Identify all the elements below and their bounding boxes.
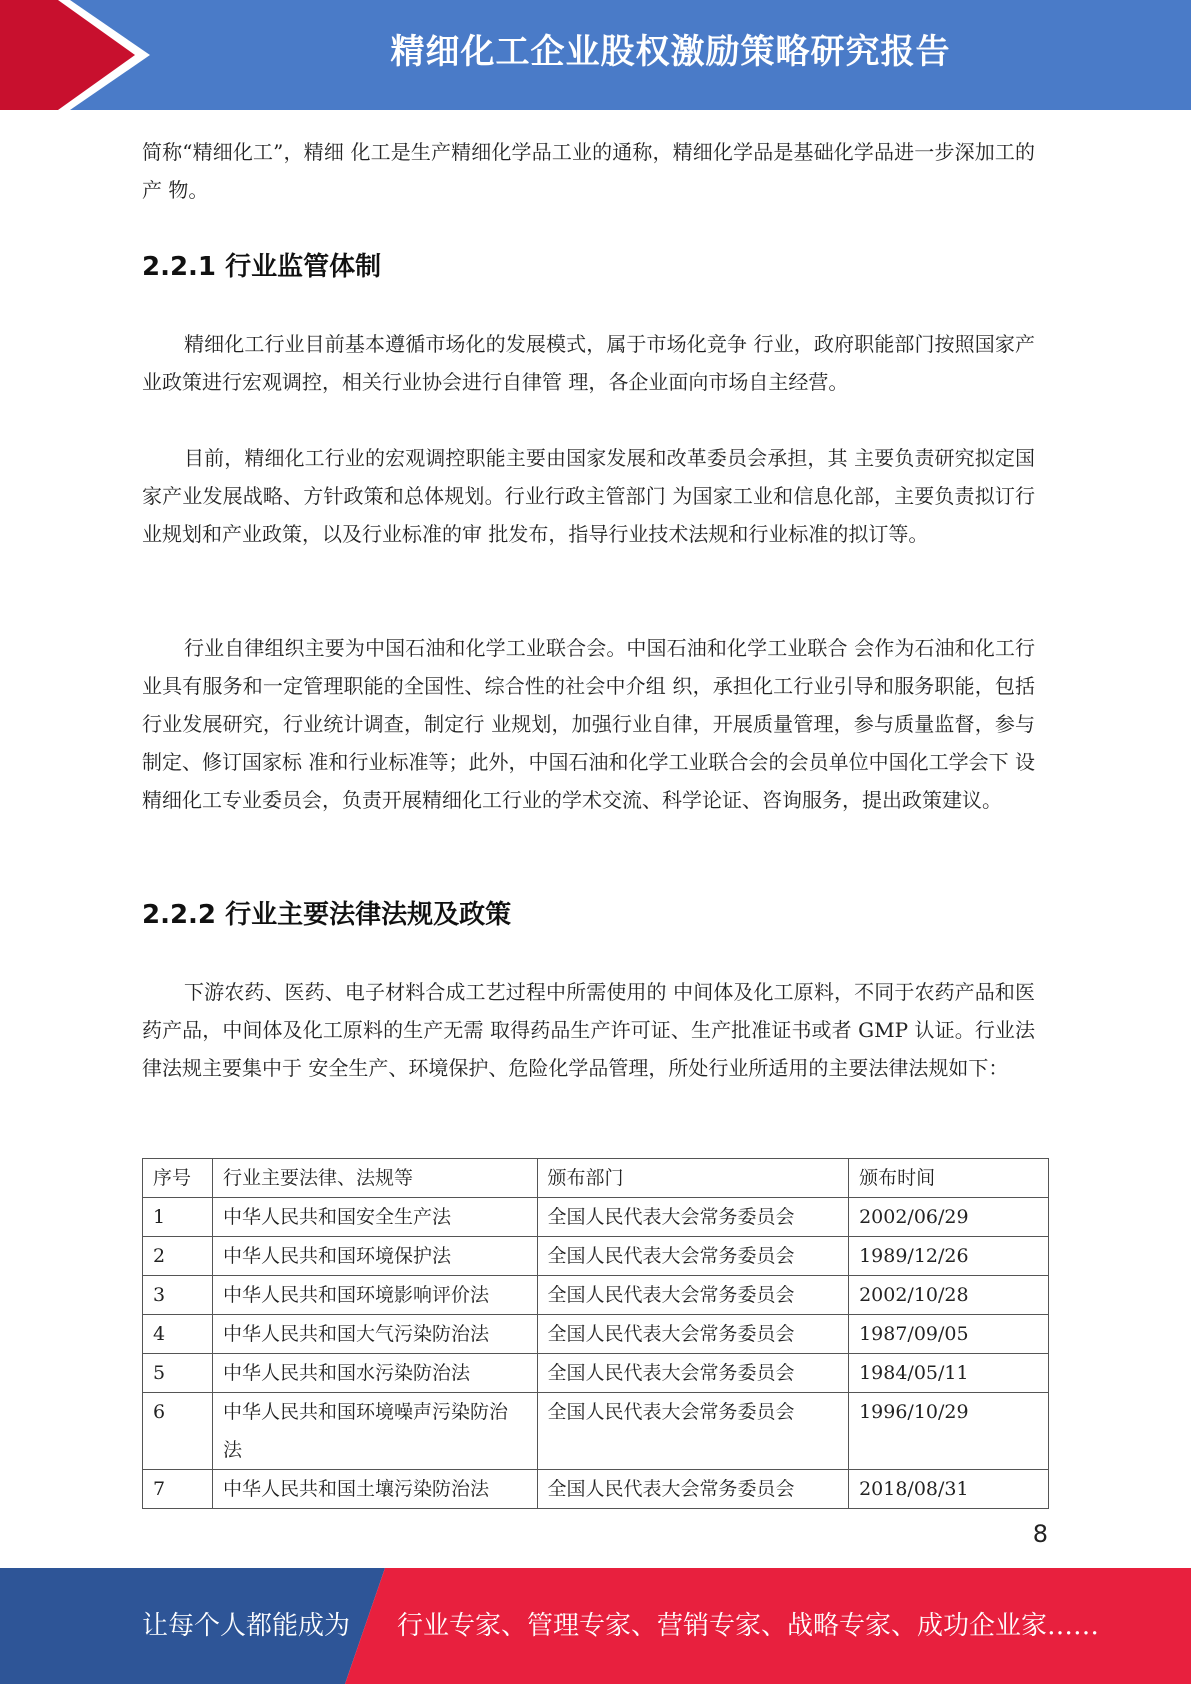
cell: 7	[143, 1470, 213, 1509]
footer-slogan-left: 让每个人都能成为	[142, 1611, 351, 1641]
cell: 全国人民代表大会常务委员会	[537, 1276, 849, 1315]
cell: 2002/06/29	[849, 1198, 1049, 1237]
table-row	[143, 1198, 1049, 1237]
cell: 1996/10/29	[849, 1393, 1049, 1470]
cell: 3	[143, 1276, 213, 1315]
cell: 中华人民共和国大气污染防治法	[212, 1315, 537, 1354]
table-row	[143, 1276, 1049, 1315]
cell: 2002/10/28	[849, 1276, 1049, 1315]
cell: 6	[143, 1393, 213, 1470]
cell: 全国人民代表大会常务委员会	[537, 1354, 849, 1393]
paragraph: 目前，精细化工行业的宏观调控职能主要由国家发展和改革委员会承担，其 主要负责研究拟定国家产业发展战略、方针政策和总体规划。行业行政主管部门 为国家工业和信息化部，主要负责拟订行业规划和产业政策，以及行业标准的审 批发布，指导行业技术法规和行业标准的拟订等。	[142, 446, 1035, 546]
header-cell: 颁布时间	[849, 1159, 1049, 1198]
cell: 2	[143, 1237, 213, 1276]
section-heading-2-2-2: 2.2.2 行业主要法律法规及政策	[142, 900, 512, 930]
section-2-2-2-paragraph-block	[142, 973, 1035, 1087]
cell: 全国人民代表大会常务委员会	[537, 1315, 849, 1354]
section-2-2-2	[142, 894, 1035, 931]
intro-paragraph: 简称“精细化工”，精细 化工是生产精细化学品工业的通称，精细化学品是基础化学品进一步深加工的产 物。	[142, 140, 1035, 202]
report-title: 精细化工企业股权激励策略研究报告	[390, 32, 951, 72]
cell: 5	[143, 1354, 213, 1393]
cell: 中华人民共和国环境噪声污染防治法	[212, 1393, 537, 1470]
laws-table	[142, 1158, 1049, 1509]
cell: 中华人民共和国安全生产法	[212, 1198, 537, 1237]
cell: 中华人民共和国环境影响评价法	[212, 1276, 537, 1315]
paragraph: 行业自律组织主要为中国石油和化学工业联合会。中国石油和化学工业联合 会作为石油和化工行业具有服务和一定管理职能的全国性、综合性的社会中介组 织，承担化工行业引导和服务职能，包括行业发展研究，行业统计调查，制定行 业规划，加强行业自律，开展质量管理，参与质量监督，参与制定、修订国家标 准和行业标准等；此外，中国石油和化学工业联合会的会员单位中国化工学会下 设精细化工专业委员会，负责开展精细化工行业的学术交流、科学论证、咨询服务，提出政策建议。	[142, 636, 1035, 812]
cell: 1	[143, 1198, 213, 1237]
cell: 全国人民代表大会常务委员会	[537, 1198, 849, 1237]
footer-slogan-right: 行业专家、管理专家、营销专家、战略专家、成功企业家……	[397, 1611, 1100, 1641]
section-2-2-1-paragraph-3-block	[142, 629, 1035, 819]
section-2-2-1	[142, 246, 1035, 283]
table-row	[143, 1237, 1049, 1276]
section-heading-2-2-1: 2.2.1 行业监管体制	[142, 252, 382, 282]
paragraph: 精细化工行业目前基本遵循市场化的发展模式，属于市场化竞争 行业，政府职能部门按照国家产业政策进行宏观调控，相关行业协会进行自律管 理，各企业面向市场自主经营。	[142, 332, 1035, 394]
cell: 中华人民共和国环境保护法	[212, 1237, 537, 1276]
cell: 全国人民代表大会常务委员会	[537, 1470, 849, 1509]
table-row	[143, 1470, 1049, 1509]
cell: 中华人民共和国土壤污染防治法	[212, 1470, 537, 1509]
table-row	[143, 1393, 1049, 1470]
cell: 2018/08/31	[849, 1470, 1049, 1509]
section-2-2-1-paragraph-2-block	[142, 439, 1035, 553]
table-row	[143, 1354, 1049, 1393]
cell: 1989/12/26	[849, 1237, 1049, 1276]
page-number: 8	[1032, 1520, 1048, 1548]
cell: 中华人民共和国水污染防治法	[212, 1354, 537, 1393]
header-cell: 颁布部门	[537, 1159, 849, 1198]
header-cell: 序号	[143, 1159, 213, 1198]
table-row	[143, 1315, 1049, 1354]
paragraph: 下游农药、医药、电子材料合成工艺过程中所需使用的 中间体及化工原料，不同于农药产品和医药产品，中间体及化工原料的生产无需 取得药品生产许可证、生产批准证书或者 GMP 认证。行业法律法规主要集中于 安全生产、环境保护、危险化学品管理，所处行业所适用的主要法律法规如下：	[142, 980, 1035, 1080]
cell: 全国人民代表大会常务委员会	[537, 1237, 849, 1276]
cell: 全国人民代表大会常务委员会	[537, 1393, 849, 1470]
cell: 4	[143, 1315, 213, 1354]
table-header-row	[143, 1159, 1049, 1198]
page-header	[0, 0, 1191, 110]
cell: 1984/05/11	[849, 1354, 1049, 1393]
page-footer	[0, 1568, 1191, 1684]
intro-block	[142, 133, 1035, 209]
header-cell: 行业主要法律、法规等	[212, 1159, 537, 1198]
cell: 1987/09/05	[849, 1315, 1049, 1354]
header-arrow-decoration	[0, 0, 160, 110]
section-2-2-1-paragraph-1-block	[142, 325, 1035, 401]
